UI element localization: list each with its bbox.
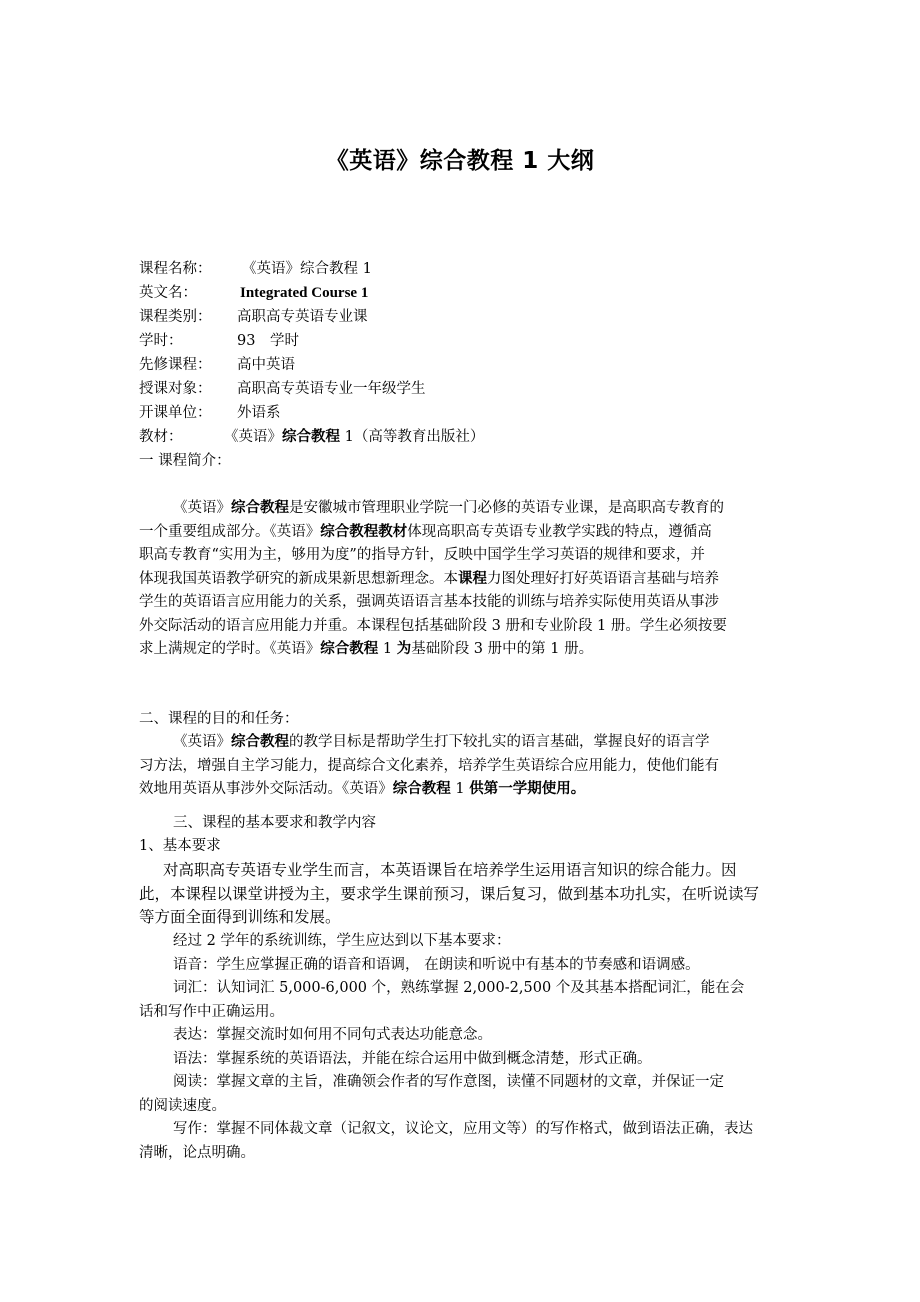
text: 1	[450, 781, 470, 797]
textbook-name: 综合教程	[282, 429, 340, 445]
section-3-requirements	[139, 930, 784, 1165]
paragraph-line	[139, 638, 784, 662]
requirement-vocabulary-cont: 话和写作中正确运用。	[139, 1003, 284, 1020]
bold-text: 为	[396, 641, 412, 657]
section-1-heading: 一 课程简介：	[139, 453, 231, 469]
paragraph-line	[139, 497, 784, 521]
textbook-suffix: 1（高等教育出版社）	[340, 429, 485, 445]
meta-english-name	[139, 282, 369, 304]
bold-text: 综合教程	[392, 781, 451, 797]
text: 求上满规定的学时。《英语》	[139, 641, 321, 657]
meta-course-type	[139, 306, 368, 328]
paragraph-line: 对高职高专英语专业学生而言，本英语课旨在培养学生运用语言知识的综合能力。因	[163, 861, 737, 879]
section-3-heading: 三、课程的基本要求和教学内容	[173, 815, 376, 831]
bold-text: 供第一学期使用。	[469, 781, 586, 797]
text: 习方法，增强自主学习能力，提高综合文化素养，培养学生英语综合应用能力，使他们能有	[139, 757, 719, 774]
paragraph-line: 等方面全面得到训练和发展。	[139, 908, 341, 926]
text: 力图处理好打好英语语言基础与培养	[487, 570, 719, 587]
text: 基础阶段 3 册中的第 1 册。	[411, 641, 594, 657]
meta-hours	[139, 330, 299, 352]
requirement-writing: 写作：掌握不同体裁文章（记叙文，议论文，应用文等）的写作格式，做到语法正确，表达	[173, 1121, 753, 1137]
paragraph-line	[139, 778, 784, 802]
meta-label: 课程名称：	[139, 261, 212, 277]
paragraph-line: 此，本课程以课堂讲授为主，要求学生课前预习，课后复习，做到基本功扎实，在听说读写	[139, 884, 760, 903]
section-2-heading: 二、课程的目的和任务：	[139, 711, 299, 727]
meta-label: 先修课程：	[139, 357, 212, 373]
text: 效地用英语从事涉外交际活动。《英语》	[139, 781, 393, 797]
requirement-expression: 表达：掌握交流时如何用不同句式表达功能意念。	[173, 1027, 492, 1043]
meta-department	[139, 402, 281, 424]
meta-label: 课程类别：	[139, 309, 212, 325]
meta-value: 高中英语	[237, 357, 295, 373]
paragraph-line	[139, 591, 784, 615]
meta-label: 英文名：	[139, 285, 197, 301]
paragraph-line	[139, 521, 784, 545]
meta-label: 学时：	[139, 333, 183, 349]
meta-label: 授课对象：	[139, 381, 212, 397]
meta-textbook	[139, 426, 485, 448]
requirement-writing-cont: 清晰，论点明确。	[139, 1144, 255, 1161]
requirement-grammar: 语法：掌握系统的英语语法，并能在综合运用中做到概念清楚，形式正确。	[173, 1050, 652, 1067]
text: 的教学目标是帮助学生打下较扎实的语言基础，掌握良好的语言学	[289, 734, 710, 750]
requirement-reading: 阅读：掌握文章的主旨，准确领会作者的写作意图，读懂不同题材的文章，并保证一定	[173, 1074, 724, 1090]
text: 《英语》	[173, 734, 231, 750]
paragraph-line	[139, 544, 784, 568]
bold-text: 综合教程	[320, 641, 379, 657]
bold-text: 综合教程教材	[320, 523, 408, 540]
section-3-subheading: 1、基本要求	[139, 838, 221, 854]
text: 1	[378, 641, 397, 657]
bold-text: 课程	[458, 570, 487, 587]
section-3-intro	[139, 859, 784, 930]
textbook-prefix: 《英语》	[224, 429, 282, 445]
requirement-pronunciation: 语音：学生应掌握正确的语音和语调， 在朗读和听说中有基本的节奏感和语调感。	[173, 956, 700, 973]
text: 体现我国英语教学研究的新成果新思想新理念。本	[139, 570, 458, 587]
text: 是安徽城市管理职业学院一门必修的英语专业课，是高职高专教育的	[289, 500, 724, 516]
paragraph-line	[139, 568, 784, 592]
text: 一个重要组成部分。《英语》	[139, 523, 321, 540]
meta-value	[224, 426, 484, 448]
requirements-lead: 经过 2 学年的系统训练，学生应达到以下基本要求：	[173, 933, 511, 949]
bold-text: 综合教程	[231, 500, 289, 516]
meta-value: 高职高专英语专业课	[237, 309, 368, 325]
text: 《英语》	[173, 500, 231, 516]
text: 职高专教育“实用为主，够用为度”的指导方针，反映中国学生学习英语的规律和要求，并	[139, 547, 705, 563]
bold-text: 综合教程	[231, 734, 289, 750]
meta-prerequisite	[139, 354, 295, 376]
meta-value: 外语系	[237, 405, 281, 421]
paragraph-line	[139, 755, 784, 779]
meta-value: 93 学时	[237, 333, 299, 349]
meta-value: 高职高专英语专业一年级学生	[237, 381, 426, 397]
paragraph-line	[139, 615, 784, 639]
requirement-reading-cont: 的阅读速度。	[139, 1097, 226, 1114]
text: 体现高职高专英语专业教学实践的特点，遵循高	[407, 523, 712, 540]
text: 外交际活动的语言应用能力并重。本课程包括基础阶段 3 册和专业阶段 1 册。学生必须按要	[139, 617, 727, 634]
paragraph-line	[139, 731, 784, 755]
meta-label: 教材：	[139, 429, 183, 445]
section-2-paragraph	[139, 731, 784, 802]
meta-value: Integrated Course 1	[240, 285, 369, 301]
meta-course-name	[139, 258, 372, 280]
requirement-vocabulary: 词汇：认知词汇 5,000-6,000 个，熟练掌握 2,000-2,500 个及其基本搭配词汇，能在会	[173, 980, 745, 996]
text: 学生的英语语言应用能力的关系，强调英语语言基本技能的训练与培养实际使用英语从事涉	[139, 594, 719, 610]
meta-label: 开课单位：	[139, 405, 212, 421]
document-title: 《英语》综合教程 1 大纲	[325, 148, 595, 174]
meta-audience	[139, 378, 426, 400]
section-1-paragraph	[139, 497, 784, 662]
meta-value: 《英语》综合教程 1	[242, 261, 372, 277]
